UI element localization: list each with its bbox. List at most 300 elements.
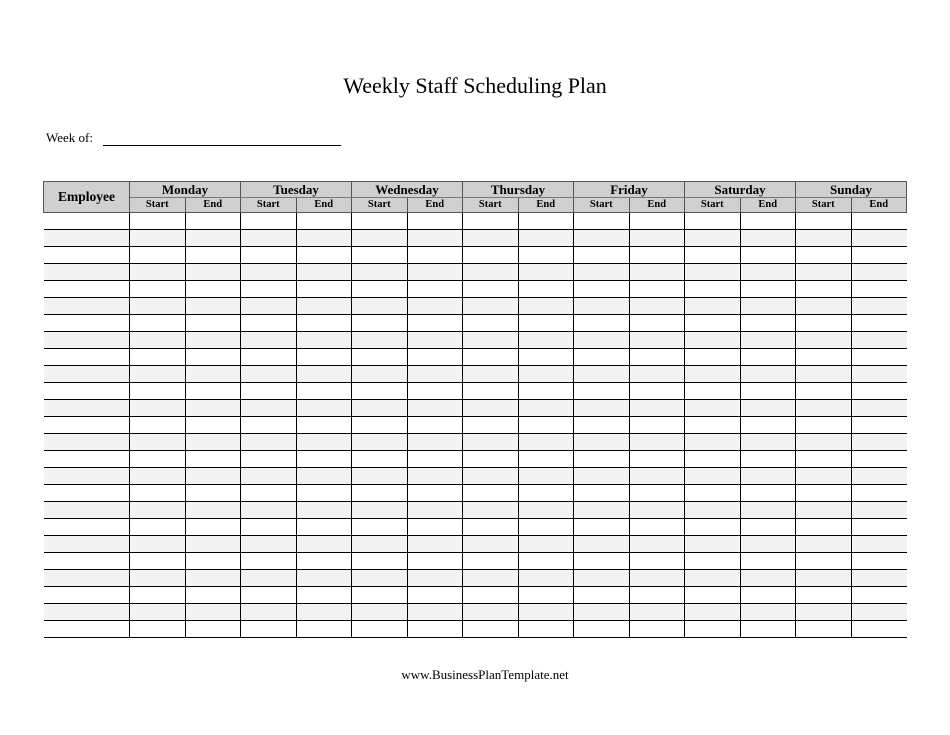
employee-cell[interactable] (44, 400, 130, 417)
start-cell[interactable] (685, 468, 741, 485)
end-cell[interactable] (185, 366, 241, 383)
end-cell[interactable] (296, 400, 352, 417)
start-cell[interactable] (574, 570, 630, 587)
start-cell[interactable] (796, 247, 852, 264)
end-cell[interactable] (296, 349, 352, 366)
start-cell[interactable] (241, 383, 297, 400)
end-cell[interactable] (851, 434, 907, 451)
start-cell[interactable] (574, 485, 630, 502)
end-cell[interactable] (518, 417, 574, 434)
start-cell[interactable] (463, 332, 519, 349)
start-cell[interactable] (241, 281, 297, 298)
end-cell[interactable] (407, 451, 463, 468)
end-cell[interactable] (740, 264, 796, 281)
end-cell[interactable] (296, 298, 352, 315)
end-cell[interactable] (851, 332, 907, 349)
end-cell[interactable] (629, 247, 685, 264)
end-cell[interactable] (296, 247, 352, 264)
start-cell[interactable] (685, 332, 741, 349)
start-cell[interactable] (796, 604, 852, 621)
end-cell[interactable] (851, 264, 907, 281)
start-cell[interactable] (463, 570, 519, 587)
start-cell[interactable] (685, 502, 741, 519)
end-cell[interactable] (629, 570, 685, 587)
end-cell[interactable] (296, 281, 352, 298)
end-cell[interactable] (407, 519, 463, 536)
start-cell[interactable] (574, 213, 630, 230)
end-cell[interactable] (407, 604, 463, 621)
start-cell[interactable] (241, 230, 297, 247)
start-cell[interactable] (130, 400, 186, 417)
start-cell[interactable] (241, 315, 297, 332)
end-cell[interactable] (851, 502, 907, 519)
start-cell[interactable] (130, 553, 186, 570)
end-cell[interactable] (851, 298, 907, 315)
start-cell[interactable] (685, 451, 741, 468)
end-cell[interactable] (518, 315, 574, 332)
end-cell[interactable] (185, 536, 241, 553)
employee-cell[interactable] (44, 366, 130, 383)
start-cell[interactable] (352, 468, 408, 485)
start-cell[interactable] (241, 417, 297, 434)
employee-cell[interactable] (44, 485, 130, 502)
start-cell[interactable] (685, 417, 741, 434)
end-cell[interactable] (629, 502, 685, 519)
start-cell[interactable] (574, 230, 630, 247)
start-cell[interactable] (241, 536, 297, 553)
start-cell[interactable] (574, 247, 630, 264)
start-cell[interactable] (463, 264, 519, 281)
start-cell[interactable] (352, 230, 408, 247)
start-cell[interactable] (241, 434, 297, 451)
end-cell[interactable] (185, 417, 241, 434)
start-cell[interactable] (796, 536, 852, 553)
end-cell[interactable] (185, 519, 241, 536)
end-cell[interactable] (740, 366, 796, 383)
end-cell[interactable] (518, 383, 574, 400)
end-cell[interactable] (629, 230, 685, 247)
end-cell[interactable] (518, 298, 574, 315)
start-cell[interactable] (796, 485, 852, 502)
end-cell[interactable] (518, 349, 574, 366)
start-cell[interactable] (685, 587, 741, 604)
end-cell[interactable] (407, 570, 463, 587)
end-cell[interactable] (629, 553, 685, 570)
start-cell[interactable] (685, 383, 741, 400)
start-cell[interactable] (130, 451, 186, 468)
end-cell[interactable] (185, 451, 241, 468)
start-cell[interactable] (685, 621, 741, 638)
end-cell[interactable] (296, 485, 352, 502)
start-cell[interactable] (130, 570, 186, 587)
end-cell[interactable] (185, 621, 241, 638)
end-cell[interactable] (185, 553, 241, 570)
start-cell[interactable] (352, 417, 408, 434)
start-cell[interactable] (130, 502, 186, 519)
end-cell[interactable] (740, 536, 796, 553)
end-cell[interactable] (851, 621, 907, 638)
start-cell[interactable] (796, 417, 852, 434)
employee-cell[interactable] (44, 553, 130, 570)
employee-cell[interactable] (44, 604, 130, 621)
start-cell[interactable] (463, 502, 519, 519)
employee-cell[interactable] (44, 502, 130, 519)
start-cell[interactable] (574, 451, 630, 468)
end-cell[interactable] (296, 519, 352, 536)
end-cell[interactable] (185, 247, 241, 264)
end-cell[interactable] (407, 400, 463, 417)
start-cell[interactable] (352, 315, 408, 332)
end-cell[interactable] (407, 417, 463, 434)
end-cell[interactable] (851, 570, 907, 587)
end-cell[interactable] (296, 570, 352, 587)
start-cell[interactable] (130, 315, 186, 332)
week-of-input-line[interactable] (103, 130, 341, 146)
start-cell[interactable] (352, 400, 408, 417)
end-cell[interactable] (185, 332, 241, 349)
end-cell[interactable] (740, 502, 796, 519)
start-cell[interactable] (463, 485, 519, 502)
end-cell[interactable] (518, 434, 574, 451)
start-cell[interactable] (463, 366, 519, 383)
start-cell[interactable] (574, 417, 630, 434)
start-cell[interactable] (574, 604, 630, 621)
start-cell[interactable] (463, 604, 519, 621)
start-cell[interactable] (574, 298, 630, 315)
end-cell[interactable] (851, 587, 907, 604)
end-cell[interactable] (296, 536, 352, 553)
employee-cell[interactable] (44, 213, 130, 230)
start-cell[interactable] (796, 553, 852, 570)
start-cell[interactable] (352, 553, 408, 570)
start-cell[interactable] (685, 298, 741, 315)
end-cell[interactable] (740, 349, 796, 366)
start-cell[interactable] (574, 366, 630, 383)
end-cell[interactable] (407, 349, 463, 366)
start-cell[interactable] (796, 570, 852, 587)
start-cell[interactable] (130, 230, 186, 247)
end-cell[interactable] (296, 604, 352, 621)
end-cell[interactable] (851, 485, 907, 502)
end-cell[interactable] (296, 264, 352, 281)
end-cell[interactable] (296, 417, 352, 434)
start-cell[interactable] (796, 332, 852, 349)
end-cell[interactable] (407, 621, 463, 638)
employee-cell[interactable] (44, 451, 130, 468)
end-cell[interactable] (407, 247, 463, 264)
end-cell[interactable] (185, 502, 241, 519)
end-cell[interactable] (518, 621, 574, 638)
start-cell[interactable] (796, 281, 852, 298)
end-cell[interactable] (518, 604, 574, 621)
end-cell[interactable] (185, 281, 241, 298)
start-cell[interactable] (130, 519, 186, 536)
end-cell[interactable] (851, 451, 907, 468)
end-cell[interactable] (851, 281, 907, 298)
end-cell[interactable] (851, 230, 907, 247)
end-cell[interactable] (407, 298, 463, 315)
end-cell[interactable] (185, 213, 241, 230)
start-cell[interactable] (130, 247, 186, 264)
start-cell[interactable] (241, 349, 297, 366)
start-cell[interactable] (352, 587, 408, 604)
start-cell[interactable] (796, 213, 852, 230)
end-cell[interactable] (851, 247, 907, 264)
start-cell[interactable] (463, 468, 519, 485)
end-cell[interactable] (407, 536, 463, 553)
start-cell[interactable] (796, 434, 852, 451)
start-cell[interactable] (352, 502, 408, 519)
end-cell[interactable] (851, 213, 907, 230)
end-cell[interactable] (185, 298, 241, 315)
start-cell[interactable] (352, 332, 408, 349)
end-cell[interactable] (296, 434, 352, 451)
start-cell[interactable] (796, 366, 852, 383)
start-cell[interactable] (574, 536, 630, 553)
employee-cell[interactable] (44, 570, 130, 587)
employee-cell[interactable] (44, 349, 130, 366)
start-cell[interactable] (574, 281, 630, 298)
start-cell[interactable] (463, 434, 519, 451)
end-cell[interactable] (407, 213, 463, 230)
end-cell[interactable] (185, 315, 241, 332)
end-cell[interactable] (185, 264, 241, 281)
start-cell[interactable] (241, 298, 297, 315)
end-cell[interactable] (518, 213, 574, 230)
end-cell[interactable] (296, 230, 352, 247)
end-cell[interactable] (629, 298, 685, 315)
start-cell[interactable] (574, 400, 630, 417)
end-cell[interactable] (851, 366, 907, 383)
start-cell[interactable] (130, 621, 186, 638)
employee-cell[interactable] (44, 519, 130, 536)
start-cell[interactable] (463, 587, 519, 604)
start-cell[interactable] (130, 332, 186, 349)
end-cell[interactable] (740, 485, 796, 502)
start-cell[interactable] (352, 434, 408, 451)
end-cell[interactable] (740, 332, 796, 349)
start-cell[interactable] (130, 264, 186, 281)
end-cell[interactable] (629, 485, 685, 502)
end-cell[interactable] (629, 536, 685, 553)
start-cell[interactable] (352, 519, 408, 536)
end-cell[interactable] (629, 213, 685, 230)
start-cell[interactable] (352, 383, 408, 400)
end-cell[interactable] (740, 468, 796, 485)
end-cell[interactable] (851, 604, 907, 621)
start-cell[interactable] (241, 519, 297, 536)
end-cell[interactable] (185, 400, 241, 417)
start-cell[interactable] (574, 502, 630, 519)
end-cell[interactable] (296, 383, 352, 400)
end-cell[interactable] (740, 298, 796, 315)
end-cell[interactable] (518, 553, 574, 570)
end-cell[interactable] (629, 519, 685, 536)
employee-cell[interactable] (44, 536, 130, 553)
end-cell[interactable] (851, 468, 907, 485)
end-cell[interactable] (629, 621, 685, 638)
start-cell[interactable] (352, 536, 408, 553)
start-cell[interactable] (685, 400, 741, 417)
end-cell[interactable] (740, 451, 796, 468)
start-cell[interactable] (241, 570, 297, 587)
end-cell[interactable] (407, 553, 463, 570)
end-cell[interactable] (851, 536, 907, 553)
start-cell[interactable] (463, 383, 519, 400)
start-cell[interactable] (685, 230, 741, 247)
end-cell[interactable] (296, 213, 352, 230)
end-cell[interactable] (407, 315, 463, 332)
start-cell[interactable] (574, 434, 630, 451)
start-cell[interactable] (574, 587, 630, 604)
start-cell[interactable] (241, 264, 297, 281)
end-cell[interactable] (296, 621, 352, 638)
start-cell[interactable] (130, 281, 186, 298)
start-cell[interactable] (685, 553, 741, 570)
employee-cell[interactable] (44, 621, 130, 638)
start-cell[interactable] (796, 315, 852, 332)
end-cell[interactable] (518, 332, 574, 349)
start-cell[interactable] (241, 366, 297, 383)
start-cell[interactable] (352, 281, 408, 298)
end-cell[interactable] (185, 349, 241, 366)
end-cell[interactable] (518, 247, 574, 264)
start-cell[interactable] (796, 468, 852, 485)
end-cell[interactable] (185, 485, 241, 502)
end-cell[interactable] (296, 468, 352, 485)
start-cell[interactable] (796, 349, 852, 366)
start-cell[interactable] (130, 383, 186, 400)
start-cell[interactable] (352, 349, 408, 366)
employee-cell[interactable] (44, 264, 130, 281)
start-cell[interactable] (796, 451, 852, 468)
start-cell[interactable] (352, 621, 408, 638)
start-cell[interactable] (796, 502, 852, 519)
start-cell[interactable] (685, 485, 741, 502)
end-cell[interactable] (629, 451, 685, 468)
employee-cell[interactable] (44, 332, 130, 349)
start-cell[interactable] (463, 621, 519, 638)
start-cell[interactable] (130, 485, 186, 502)
start-cell[interactable] (574, 519, 630, 536)
start-cell[interactable] (796, 230, 852, 247)
start-cell[interactable] (796, 383, 852, 400)
end-cell[interactable] (518, 519, 574, 536)
employee-cell[interactable] (44, 587, 130, 604)
end-cell[interactable] (296, 553, 352, 570)
end-cell[interactable] (629, 332, 685, 349)
start-cell[interactable] (685, 536, 741, 553)
end-cell[interactable] (185, 468, 241, 485)
start-cell[interactable] (685, 264, 741, 281)
start-cell[interactable] (130, 536, 186, 553)
start-cell[interactable] (241, 553, 297, 570)
start-cell[interactable] (463, 451, 519, 468)
start-cell[interactable] (130, 587, 186, 604)
end-cell[interactable] (518, 570, 574, 587)
start-cell[interactable] (574, 315, 630, 332)
start-cell[interactable] (685, 519, 741, 536)
start-cell[interactable] (463, 553, 519, 570)
end-cell[interactable] (518, 451, 574, 468)
end-cell[interactable] (629, 383, 685, 400)
start-cell[interactable] (463, 417, 519, 434)
start-cell[interactable] (685, 281, 741, 298)
end-cell[interactable] (518, 502, 574, 519)
start-cell[interactable] (463, 349, 519, 366)
end-cell[interactable] (851, 349, 907, 366)
start-cell[interactable] (796, 621, 852, 638)
end-cell[interactable] (629, 366, 685, 383)
start-cell[interactable] (241, 451, 297, 468)
start-cell[interactable] (241, 502, 297, 519)
end-cell[interactable] (629, 400, 685, 417)
end-cell[interactable] (740, 417, 796, 434)
start-cell[interactable] (796, 587, 852, 604)
end-cell[interactable] (185, 434, 241, 451)
end-cell[interactable] (407, 468, 463, 485)
start-cell[interactable] (574, 383, 630, 400)
end-cell[interactable] (407, 502, 463, 519)
start-cell[interactable] (130, 468, 186, 485)
end-cell[interactable] (851, 383, 907, 400)
start-cell[interactable] (352, 264, 408, 281)
end-cell[interactable] (296, 587, 352, 604)
end-cell[interactable] (296, 502, 352, 519)
end-cell[interactable] (518, 536, 574, 553)
end-cell[interactable] (740, 400, 796, 417)
start-cell[interactable] (241, 485, 297, 502)
employee-cell[interactable] (44, 281, 130, 298)
start-cell[interactable] (352, 570, 408, 587)
end-cell[interactable] (851, 315, 907, 332)
start-cell[interactable] (130, 434, 186, 451)
end-cell[interactable] (851, 400, 907, 417)
start-cell[interactable] (685, 570, 741, 587)
start-cell[interactable] (574, 332, 630, 349)
end-cell[interactable] (740, 553, 796, 570)
start-cell[interactable] (352, 604, 408, 621)
end-cell[interactable] (518, 400, 574, 417)
end-cell[interactable] (740, 621, 796, 638)
end-cell[interactable] (629, 264, 685, 281)
end-cell[interactable] (740, 604, 796, 621)
start-cell[interactable] (685, 349, 741, 366)
employee-cell[interactable] (44, 434, 130, 451)
start-cell[interactable] (352, 298, 408, 315)
start-cell[interactable] (241, 247, 297, 264)
start-cell[interactable] (241, 332, 297, 349)
start-cell[interactable] (130, 417, 186, 434)
end-cell[interactable] (851, 519, 907, 536)
end-cell[interactable] (740, 213, 796, 230)
end-cell[interactable] (740, 519, 796, 536)
start-cell[interactable] (685, 604, 741, 621)
employee-cell[interactable] (44, 230, 130, 247)
end-cell[interactable] (407, 230, 463, 247)
end-cell[interactable] (518, 264, 574, 281)
end-cell[interactable] (518, 587, 574, 604)
end-cell[interactable] (629, 417, 685, 434)
start-cell[interactable] (463, 281, 519, 298)
start-cell[interactable] (574, 468, 630, 485)
end-cell[interactable] (629, 349, 685, 366)
start-cell[interactable] (796, 264, 852, 281)
end-cell[interactable] (407, 332, 463, 349)
start-cell[interactable] (352, 213, 408, 230)
employee-cell[interactable] (44, 298, 130, 315)
employee-cell[interactable] (44, 383, 130, 400)
